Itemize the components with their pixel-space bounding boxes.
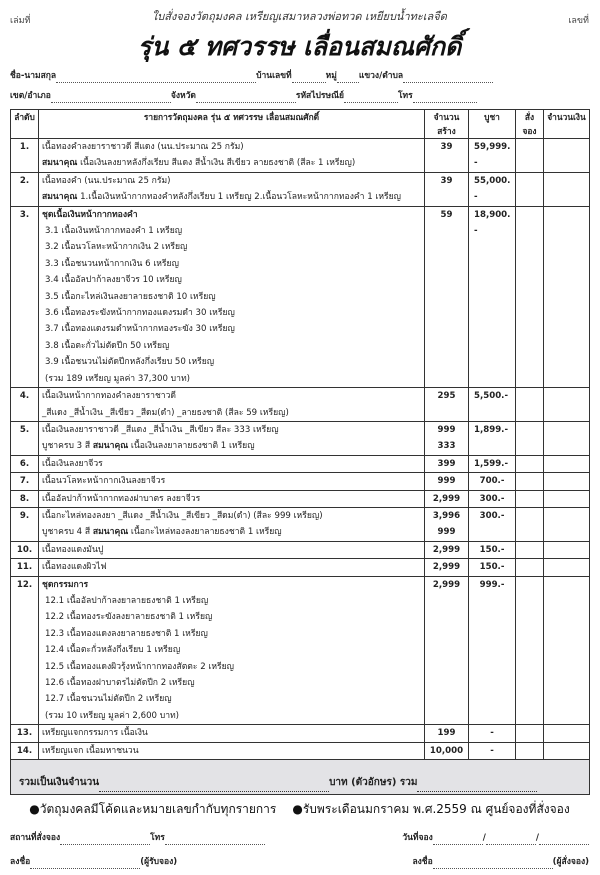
subdistrict-group	[359, 69, 493, 83]
description-line	[42, 354, 421, 370]
row-amount-cell[interactable]	[544, 541, 590, 558]
postcode-field[interactable]	[344, 93, 398, 103]
postcode-group	[296, 89, 398, 103]
row-order-cell[interactable]	[516, 421, 544, 455]
footer-phone-field[interactable]	[165, 835, 265, 845]
table-header	[11, 110, 590, 139]
customer-fields-row2	[10, 89, 589, 103]
row-price: 300.-	[469, 490, 516, 507]
row-quantity-made	[425, 725, 469, 742]
row-quantity-made	[425, 742, 469, 759]
row-number: 11.	[11, 559, 39, 576]
description-line	[42, 371, 421, 387]
quantity-value: 295	[437, 391, 456, 402]
line-text: เนื้อเงินลงยาจีวร	[42, 458, 103, 469]
row-amount-cell[interactable]	[544, 725, 590, 742]
district-label: เขต/อำเภอ	[10, 91, 51, 101]
description-line	[42, 542, 421, 558]
table-row	[11, 559, 590, 576]
footer-row1	[10, 831, 589, 845]
district-field[interactable]	[51, 93, 171, 103]
row-price: 999.-	[469, 576, 516, 725]
row-description	[39, 473, 425, 490]
house-no-label: บ้านเลขที่	[256, 71, 292, 81]
row-number: 6.	[11, 455, 39, 472]
footer-phone-label: โทร	[150, 833, 165, 844]
row-order-cell[interactable]	[516, 541, 544, 558]
col-order: สั่งจอง	[516, 110, 544, 139]
line-text: 3.7 เนื้อทองแดงรมดำหน้ากากทองระฆัง 30 เหรียญ	[45, 324, 235, 335]
row-description	[39, 559, 425, 576]
row-quantity-made	[425, 172, 469, 206]
note-pickup: ●รับพระเดือนมกราคม พ.ศ.2559 ณ ศูนย์จองที่สั่งจอง	[292, 802, 570, 817]
province-group	[171, 89, 296, 103]
row-description	[39, 172, 425, 206]
description-line	[42, 289, 421, 305]
description-line	[42, 239, 421, 255]
total-row	[11, 760, 590, 795]
row-number: 8.	[11, 490, 39, 507]
quantity-value: 2,999	[432, 493, 461, 504]
total-words-field[interactable]	[417, 780, 537, 792]
bonus-label: สมนาคุณ	[42, 192, 78, 203]
bonus-label: ชุดกรรมการ	[42, 579, 89, 590]
footer-row2-right	[412, 855, 589, 869]
quantity-value: 59	[440, 209, 453, 220]
col-amount: จำนวนเงิน	[544, 110, 590, 139]
subdistrict-label: แขวง/ตำบล	[358, 71, 404, 81]
row-number: 14.	[11, 742, 39, 759]
row-number: 4.	[11, 388, 39, 422]
date-year-field[interactable]	[539, 835, 589, 845]
description-line	[42, 139, 421, 155]
row-price: 59,999.-	[469, 139, 516, 173]
row-price: 150.-	[469, 541, 516, 558]
subdistrict-field[interactable]	[403, 73, 493, 83]
row-description	[39, 139, 425, 173]
province-field[interactable]	[196, 93, 296, 103]
row-quantity-made	[425, 507, 469, 541]
line-text: เนื้อเงินลงยาลายธงชาติ 1 เหรียญ	[128, 441, 255, 452]
quantity-value: 199	[437, 728, 456, 739]
description-line	[42, 438, 421, 454]
row-quantity-made	[425, 206, 469, 387]
name-label: ชื่อ-นามสกุล	[10, 71, 57, 81]
row-description	[39, 421, 425, 455]
table-row	[11, 455, 590, 472]
quantity-value: 999	[437, 424, 456, 435]
table-row	[11, 576, 590, 725]
row-price: 18,900.-	[469, 206, 516, 387]
description-line	[42, 321, 421, 337]
line-text: 3.1 เนื้อเงินหน้ากากทองคำ 1 เหรียญ	[45, 226, 183, 237]
row-description	[39, 490, 425, 507]
total-amount-field[interactable]	[99, 780, 329, 792]
line-text: 12.7 เนื้อชนวนไม่ตัดปีก 2 เหรียญ	[45, 694, 172, 705]
table-row	[11, 725, 590, 742]
line-text: เนื้อทองแดงผิวไฟ	[42, 562, 107, 573]
description-line	[42, 305, 421, 321]
footer-row1-right: วันที่จอง / /	[402, 831, 589, 845]
line-text: เนื้อเงินลงยาหลังกึ่งเรียบ สีแดง สีน้ำเงิน สีเขียว ลายธงชาติ (สีละ 1 เหรียญ)	[77, 158, 356, 169]
row-amount-cell[interactable]	[544, 742, 590, 759]
row-quantity-made	[425, 541, 469, 558]
form-subtitle: ใบสั่งจองวัตถุมงคล เหรียญเสมาหลวงพ่อทวด เหยียบน้ำทะเลจืด	[151, 10, 447, 23]
table-row	[11, 388, 590, 422]
row-amount-cell[interactable]	[544, 490, 590, 507]
line-text: บูชาครบ 4 สี	[42, 527, 93, 538]
row-number: 2.	[11, 172, 39, 206]
line-text: (รวม 10 เหรียญ มูลค่า 2,600 บาท)	[45, 710, 180, 721]
line-text: 12.1 เนื้ออัลปาก้าลงยาลายธงชาติ 1 เหรียญ	[45, 595, 209, 606]
bonus-label: สมนาคุณ	[92, 527, 129, 538]
row-description	[39, 455, 425, 472]
line-text: เนื้อนวโลหะหน้ากากเงินลงยาจีวร	[42, 476, 166, 487]
date-month-field[interactable]	[486, 835, 536, 845]
row-number: 3.	[11, 206, 39, 387]
line-text: 12.2 เนื้อทองระฆังลงยาลายธงชาติ 1 เหรียญ	[45, 612, 213, 623]
customer-fields-row1	[10, 69, 589, 83]
description-line	[42, 659, 421, 675]
line-text: บูชาครบ 3 สี	[42, 441, 93, 452]
line-text: 3.3 เนื้อชนวนหน้ากากเงิน 6 เหรียญ	[45, 258, 179, 269]
bonus-label: สมนาคุณ	[42, 158, 78, 169]
row-description	[39, 725, 425, 742]
line-text: เนื้อทองคำลงยาราชาวดี สีแดง (นน.ประมาณ 25 กรัม)	[42, 142, 244, 152]
footer-row2	[10, 855, 589, 869]
table-row	[11, 490, 590, 507]
row-amount-cell[interactable]	[544, 473, 590, 490]
table-row	[11, 139, 590, 173]
phone-group	[398, 89, 477, 103]
province-label: จังหวัด	[170, 91, 196, 101]
bonus-label: ชุดเนื้อเงินหน้ากากทองคำ	[42, 209, 138, 220]
line-text: 3.5 เนื้อกะไหล่เงินลงยาลายธงชาติ 10 เหรียญ	[45, 291, 216, 302]
line-text: 1.เนื้อเงินหน้ากากทองคำหลังกึ่งเรียบ 1 เหรียญ 2.เนื้อนวโลหะหน้ากากทองคำ 1 เหรียญ	[77, 192, 401, 203]
line-text: 3.8 เนื้อตะกั่วไม่ตัดปีก 50 เหรียญ	[45, 340, 170, 351]
row-number: 9.	[11, 507, 39, 541]
quantity-value: 399	[437, 458, 456, 469]
description-line	[42, 675, 421, 691]
postcode-label: รหัสไปรษณีย์	[295, 91, 344, 101]
footer-row2-left	[10, 855, 177, 869]
description-line	[42, 207, 421, 223]
quantity-value: 10,000	[429, 745, 464, 756]
date-label: วันที่จอง	[402, 833, 433, 844]
description-line	[42, 223, 421, 239]
notes	[10, 801, 589, 817]
description-line	[42, 256, 421, 272]
row-number: 5.	[11, 421, 39, 455]
line-text: เนื้อทองแดงมันปู	[42, 544, 104, 555]
receiver-label: (ผู้รับจอง)	[140, 857, 178, 868]
line-text: เนื้อกะไหล่ทองลงยาลายธงชาติ 1 เหรียญ	[128, 527, 282, 538]
row-amount-cell[interactable]	[544, 421, 590, 455]
line-text: 12.3 เนื้อทองแดงลงยาลายธงชาติ 1 เหรียญ	[45, 628, 208, 639]
row-price: 55,000.-	[469, 172, 516, 206]
note-code: ●วัตถุมงคลมีโค้ดและหมายเลขกำกับทุกรายการ	[29, 802, 277, 817]
row-number: 10.	[11, 541, 39, 558]
row-price: 300.-	[469, 507, 516, 541]
description-line	[42, 626, 421, 642]
description-line	[42, 388, 421, 404]
house-no-field[interactable]	[292, 73, 326, 83]
row-order-cell[interactable]	[516, 473, 544, 490]
description-line	[42, 743, 421, 759]
row-quantity-made	[425, 576, 469, 725]
table-row	[11, 421, 590, 455]
quantity-value: 3,996	[432, 510, 461, 521]
col-price: บูชา	[469, 110, 516, 139]
row-quantity-made	[425, 388, 469, 422]
description-line	[42, 155, 421, 171]
line-text: 3.6 เนื้อทองระฆังหน้ากากทองแดงรมดำ 30 เหรียญ	[45, 308, 235, 319]
description-line	[42, 491, 421, 507]
description-line	[42, 524, 421, 540]
description-line	[42, 422, 421, 438]
house-no-group	[256, 69, 326, 83]
quantity-value: 2,999	[432, 562, 461, 573]
row-amount-cell[interactable]	[544, 576, 590, 725]
receiver-sign-field[interactable]	[30, 859, 140, 869]
col-item: รายการวัตถุมงคล รุ่น ๕ ทศวรรษ เลื่อนสมณศักดิ์	[39, 110, 425, 139]
row-quantity-made	[425, 139, 469, 173]
row-order-cell[interactable]	[516, 455, 544, 472]
row-price: 1,899.-	[469, 421, 516, 455]
description-line	[42, 593, 421, 609]
bonus-label: สมนาคุณ	[92, 441, 129, 452]
table-row	[11, 206, 590, 387]
quantity-value: 999	[437, 476, 456, 487]
row-amount-cell[interactable]	[544, 172, 590, 206]
description-line	[42, 609, 421, 625]
quantity-value: 39	[440, 175, 453, 186]
line-text: เหรียญแจก เนื้อมหาชนวน	[42, 745, 139, 756]
row-price: -	[469, 725, 516, 742]
line-text: 12.4 เนื้อตะกั่วหลังกึ่งเรียบ 1 เหรียญ	[45, 645, 181, 656]
row-order-cell[interactable]	[516, 576, 544, 725]
line-text: 3.9 เนื้อชนวนไม่ตัดปีกหลังกึ่งเรียบ 50 เหรียญ	[45, 357, 215, 368]
line-text: เนื้อกะไหล่ทองลงยา _สีแดง _สีน้ำเงิน _สีเขียว _สีดม(ดำ) (สีละ 999 เหรียญ)	[42, 510, 323, 521]
row-number: 7.	[11, 473, 39, 490]
line-text: 12.5 เนื้อทองแดงผิวรุ้งหน้ากากทองสัตตะ 2 เหรียญ	[45, 661, 234, 672]
quantity-value: 999	[437, 527, 456, 538]
row-amount-cell[interactable]	[544, 559, 590, 576]
quantity-value: 2,999	[432, 579, 461, 590]
phone-field[interactable]	[413, 93, 477, 103]
row-price: 5,500.-	[469, 388, 516, 422]
row-description	[39, 541, 425, 558]
line-text: เหรียญแจกกรรมการ เนื้อเงิน	[42, 728, 148, 739]
row-price: -	[469, 742, 516, 759]
orderer-sign-label: ลงชื่อ	[412, 857, 433, 868]
footer-row1-left	[10, 831, 265, 845]
table-row	[11, 742, 590, 759]
district-group	[10, 89, 171, 103]
description-line	[42, 405, 421, 421]
line-text: 3.2 เนื้อนวโลหะหน้ากากเงิน 2 เหรียญ	[45, 242, 188, 253]
col-quantity-made: จำนวนสร้าง	[425, 110, 469, 139]
description-line	[42, 456, 421, 472]
row-price: 1,599.-	[469, 455, 516, 472]
description-line	[42, 189, 421, 205]
description-line	[42, 559, 421, 575]
line-text: เนื้อทองคำ (นน.ประมาณ 25 กรัม)	[42, 175, 171, 186]
description-line	[42, 577, 421, 593]
table-row	[11, 473, 590, 490]
line-text: เนื้อเงินลงยาราชาวดี _สีแดง _สีน้ำเงิน _สีเขียว สีละ 333 เหรียญ	[42, 424, 279, 435]
description-line	[42, 508, 421, 524]
quantity-value: 333	[437, 441, 456, 452]
row-order-cell[interactable]	[516, 206, 544, 387]
description-line	[42, 338, 421, 354]
row-description	[39, 576, 425, 725]
row-description	[39, 507, 425, 541]
table-row	[11, 541, 590, 558]
order-table	[10, 109, 590, 795]
row-order-cell[interactable]	[516, 388, 544, 422]
description-line	[42, 725, 421, 741]
row-description	[39, 742, 425, 759]
row-description	[39, 388, 425, 422]
place-field[interactable]	[60, 835, 150, 845]
moo-label: หมู่	[325, 71, 337, 81]
row-amount-cell[interactable]	[544, 507, 590, 541]
row-quantity-made	[425, 473, 469, 490]
row-number: 13.	[11, 725, 39, 742]
quantity-value: 39	[440, 142, 453, 152]
description-line	[42, 173, 421, 189]
row-description	[39, 206, 425, 387]
total-label: รวมเป็นเงินจำนวน	[19, 777, 100, 789]
row-order-cell[interactable]	[516, 172, 544, 206]
table-row	[11, 172, 590, 206]
row-number: 1.	[11, 139, 39, 173]
receiver-sign-label: ลงชื่อ	[10, 857, 31, 868]
row-amount-cell[interactable]	[544, 206, 590, 387]
description-line	[42, 473, 421, 489]
row-order-cell[interactable]	[516, 559, 544, 576]
phone-label: โทร	[397, 91, 413, 101]
orderer-label: (ผู้สั่งจอง)	[552, 857, 589, 868]
row-price: 150.-	[469, 559, 516, 576]
form-header	[10, 10, 589, 27]
line-text: _สีแดง _สีน้ำเงิน _สีเขียว _สีดม(ดำ) _ลายธงชาติ (สีละ 59 เหรียญ)	[42, 407, 289, 418]
description-line	[42, 708, 421, 724]
row-order-cell[interactable]	[516, 490, 544, 507]
quantity-value: 2,999	[432, 544, 461, 555]
description-line	[42, 272, 421, 288]
row-order-cell[interactable]	[516, 139, 544, 173]
row-price: 700.-	[469, 473, 516, 490]
row-amount-cell[interactable]	[544, 139, 590, 173]
total-baht-words-label: บาท (ตัวอักษร) รวม	[329, 777, 418, 789]
line-text: 12.6 เนื้อทองฝาบาตรไม่ตัดปีก 2 เหรียญ	[45, 678, 195, 688]
name-field[interactable]	[56, 73, 256, 83]
description-line	[42, 642, 421, 658]
book-number-label: เล่มที่	[10, 16, 31, 26]
line-text: 3.4 เนื้ออัลปาก้าลงยาจีวร 10 เหรียญ	[45, 275, 182, 286]
moo-group	[326, 69, 359, 83]
row-number: 12.	[11, 576, 39, 725]
line-text: เนื้ออัลปาก้าหน้ากากทองฝาบาตร ลงยาจีวร	[42, 493, 201, 504]
date-day-field[interactable]	[433, 835, 483, 845]
row-amount-cell[interactable]	[544, 388, 590, 422]
moo-field[interactable]	[337, 73, 359, 83]
row-quantity-made	[425, 455, 469, 472]
row-order-cell[interactable]	[516, 742, 544, 759]
row-order-cell[interactable]	[516, 507, 544, 541]
description-line	[42, 691, 421, 707]
row-quantity-made	[425, 559, 469, 576]
form-number-label: เลขที่	[568, 16, 589, 26]
col-no: ลำดับ	[11, 110, 39, 139]
line-text: เนื้อเงินหน้ากากทองคำลงยาราชาวดี	[42, 391, 177, 402]
place-label: สถานที่สั่งจอง	[10, 833, 61, 844]
table-row	[11, 507, 590, 541]
form-title: รุ่น ๕ ทศวรรษ เลื่อนสมณศักดิ์	[137, 32, 462, 61]
name-group	[10, 69, 256, 83]
row-quantity-made	[425, 421, 469, 455]
row-amount-cell[interactable]	[544, 455, 590, 472]
row-order-cell[interactable]	[516, 725, 544, 742]
orderer-sign-field[interactable]	[433, 859, 553, 869]
row-quantity-made	[425, 490, 469, 507]
line-text: (รวม 189 เหรียญ มูลค่า 37,300 บาท)	[45, 373, 190, 384]
